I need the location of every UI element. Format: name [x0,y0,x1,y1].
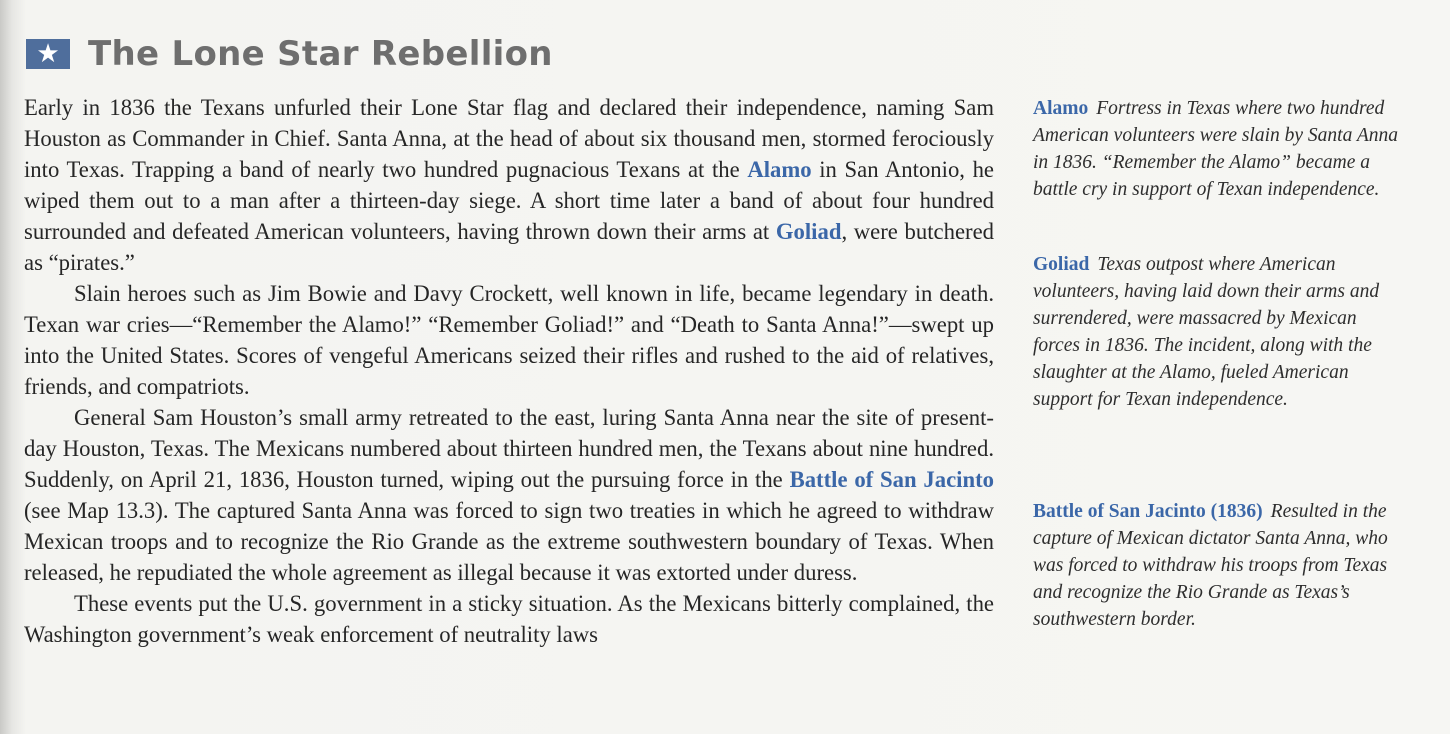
p1-text-c: , were butchered as “pirates.” [24,219,994,275]
glossary-definition: Fortress in Texas where two hundred American volunteers were slain by Santa Anna in 1836. “Remember the Alamo” became a battle cry in support of Texan independence. [1033,98,1399,200]
p1-text-a: Early in 1836 the Texans unfurled their Lone Star flag and declared their independence, naming Sam Houston as Commander in Chief. Santa Anna, at the head of about six thousand men, stormed ferociously into Texas. Trapping a band of nearly two hundred pugnacious Texans at the [24,95,994,182]
glossary-term: Alamo [1033,98,1089,119]
glossary-entry-san-jacinto [1033,498,1405,633]
p1-text-b: in San Antonio, he wiped them out to a man after a thirteen-day siege. A short time later a band of about four hundred surrounded and defeated American volunteers, having thrown down their arms at [24,157,994,244]
glossary-term: Battle of San Jacinto (1836) [1033,501,1263,522]
paragraph-2: Slain heroes such as Jim Bowie and Davy Crockett, well known in life, became legendary in death. Texan war cries—“Remember the Alamo!” “Remember Goliad!” and “Death to Santa Anna!”—swept up into the United States. Scores of vengeful Americans seized their rifles and rushed to the aid of relatives, friends, and compatriots. [24,281,994,399]
section-heading [26,30,553,78]
glossary-entry-alamo [1033,95,1405,203]
term-goliad: Goliad [775,219,842,244]
glossary-term: Goliad [1033,254,1090,275]
glossary-definition: Texas outpost where American volunteers, having laid down their arms and surrendered, were massacred by Mexican forces in 1836. The incident, along with the slaughter at the Alamo, fueled American support for Texan independence. [1033,254,1380,410]
term-alamo: Alamo [747,157,812,182]
p3-text-b: (see Map 13.3). The captured Santa Anna was forced to sign two treaties in which he agreed to withdraw Mexican troops and to recognize the Rio Grande as the extreme southwestern boundary of Texas. When released, he repudiated the whole agreement as illegal because it was extorted under duress. [24,498,994,585]
star-icon: ★ [26,39,70,69]
paragraph-4: These events put the U.S. government in a sticky situation. As the Mexicans bitterly complained, the Washington government’s weak enforcement of neutrality laws [24,591,994,647]
paragraph-1 [24,92,994,278]
glossary-definition: Resulted in the capture of Mexican dictator Santa Anna, who was forced to withdraw his troops from Texas and recognize the Rio Grande as Texas’s southwestern border. [1033,501,1388,630]
p3-text-a: General Sam Houston’s small army retreated to the east, luring Santa Anna near the site of present-day Houston, Texas. The Mexicans numbered about thirteen hundred men, the Texans about nine hundred. Suddenly, on April 21, 1836, Houston turned, wiping out the pursuing force in the [24,405,994,492]
section-title: The Lone Star Rebellion [88,34,553,74]
term-battle-of-san-jacinto: Battle of San Jacinto [789,467,994,492]
paragraph-3 [24,402,994,588]
glossary-entry-goliad [1033,251,1405,413]
main-body-text [24,92,994,650]
